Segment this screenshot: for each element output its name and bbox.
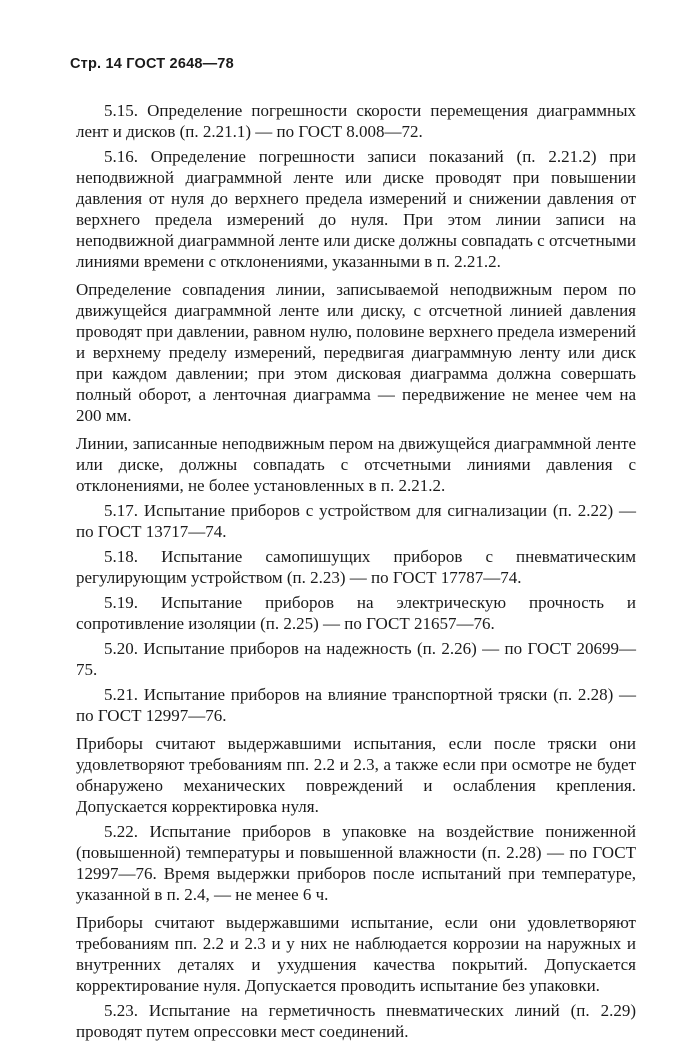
- page-number: Стр. 14: [70, 56, 123, 72]
- paragraph-5-16: 5.16. Определение погрешности записи показаний (п. 2.21.2) при неподвижной диаграммной ленте или диске проводят при повышении давления от нуля до верхнего предела измерений и снижении давления от верхнего предела измерений до нуля. При этом линии записи на неподвижной диаграммной ленте или диске должны совпадать с отсчетными линиями времени с отклонениями, указанными в п. 2.21.2.: [76, 147, 636, 271]
- paragraph-5-15: 5.15. Определение погрешности скорости перемещения диаграммных лент и дисков (п. 2.21.1) — по ГОСТ 8.008—72.: [76, 101, 636, 141]
- standard-code: ГОСТ 2648—78: [126, 56, 234, 72]
- paragraph-5-16-coincidence: Определение совпадения линии, записываемой неподвижным пером по движущейся диаграммной ленте или диску, с отсчетной линией давления проводят при давлении, равном нулю, половине верхнего предела измерений и верхнему пределу измерений, передвигая диаграммную ленту или диск при каждом давлении; при этом дисковая диаграмма должна совершать полный оборот, а ленточная диаграмма — передвижение не менее чем на 200 мм.: [76, 280, 636, 425]
- document-body: [76, 100, 636, 1046]
- paragraph-5-16-lines: Линии, записанные неподвижным пером на движущейся диаграммной ленте или диске, должны совпадать с отсчетными линиями давления с отклонениями, не более установленных в п. 2.21.2.: [76, 434, 636, 495]
- paragraph-5-22: 5.22. Испытание приборов в упаковке на воздействие пониженной (повышенной) температуры и повышенной влажности (п. 2.28) — по ГОСТ 12997—76. Время выдержки приборов после испытаний при температуре, указанной в п. 2.4, — не менее 6 ч.: [76, 822, 636, 904]
- page-header: [70, 56, 234, 72]
- paragraph-5-20: 5.20. Испытание приборов на надежность (п. 2.26) — по ГОСТ 20699—75.: [76, 639, 636, 679]
- paragraph-5-19: 5.19. Испытание приборов на электрическую прочность и сопротивление изоляции (п. 2.25) — по ГОСТ 21657—76.: [76, 593, 636, 633]
- paragraph-5-18: 5.18. Испытание самопишущих приборов с пневматическим регулирующим устройством (п. 2.23) — по ГОСТ 17787—74.: [76, 547, 636, 587]
- paragraph-5-21: 5.21. Испытание приборов на влияние транспортной тряски (п. 2.28) — по ГОСТ 12997—76.: [76, 685, 636, 725]
- paragraph-5-21-result: Приборы считают выдержавшими испытания, если после тряски они удовлетворяют требованиям пп. 2.2 и 2.3, а также если при осмотре не будет обнаружено механических повреждений и ослабления крепления. Допускается корректировка нуля.: [76, 734, 636, 816]
- paragraph-5-23: 5.23. Испытание на герметичность пневматических линий (п. 2.29) проводят путем опрессовки мест соединений.: [76, 1001, 636, 1041]
- paragraph-5-22-result: Приборы считают выдержавшими испытание, если они удовлетворяют требованиям пп. 2.2 и 2.3 и у них не наблюдается коррозии на наружных и внутренних деталях и ухудшения качества покрытий. Допускается корректирование нуля. Допускается проводить испытание без упаковки.: [76, 913, 636, 995]
- paragraph-5-17: 5.17. Испытание приборов с устройством для сигнализации (п. 2.22) — по ГОСТ 13717—74.: [76, 501, 636, 541]
